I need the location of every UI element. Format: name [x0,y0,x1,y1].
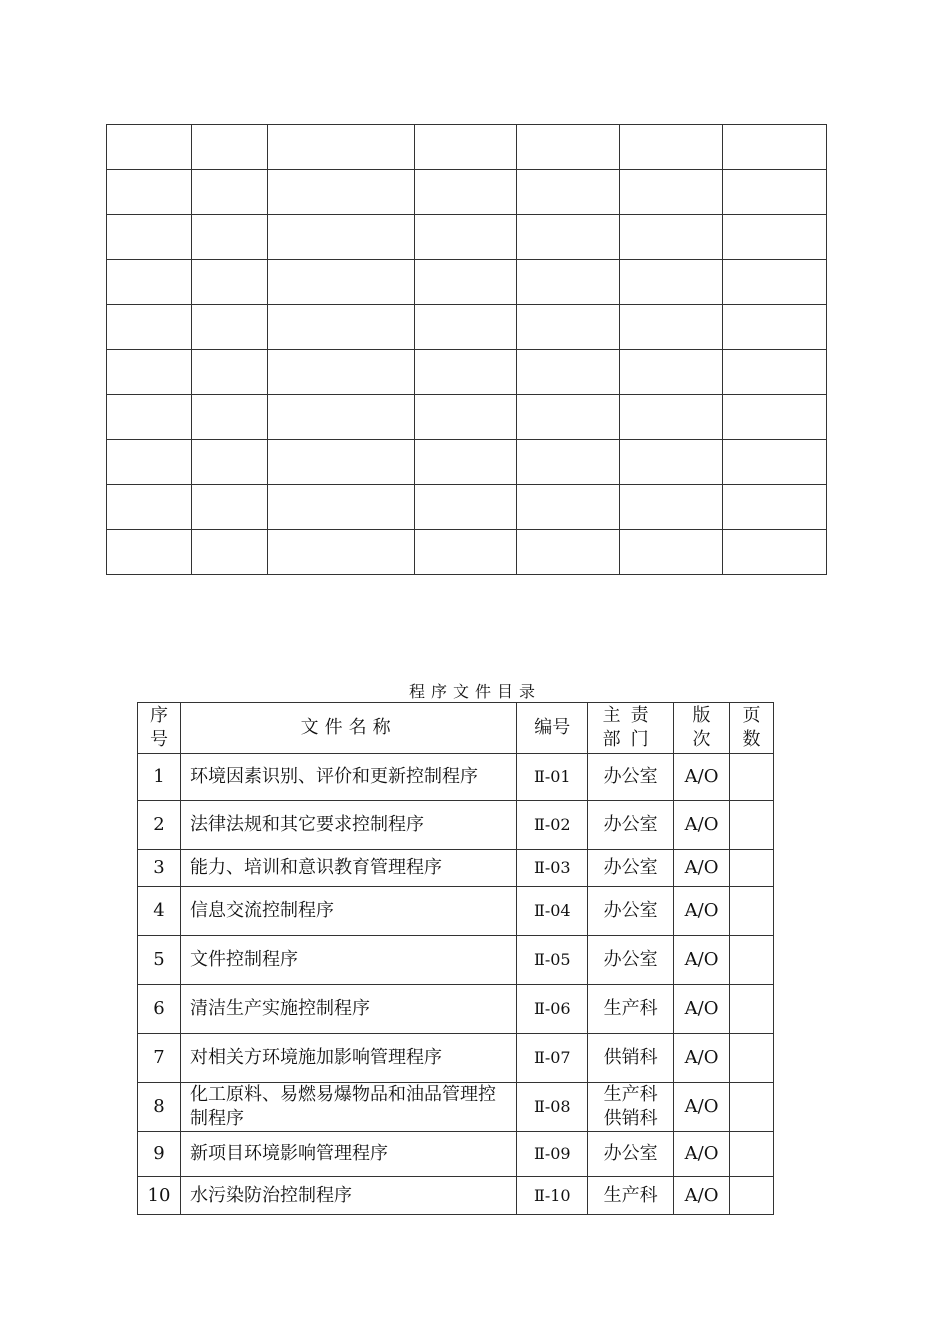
blank-grid-cell [620,485,723,530]
blank-grid-cell [267,260,414,305]
row-name: 清洁生产实施控制程序 [180,985,516,1034]
blank-grid-table [106,124,827,575]
row-dept-primary: 办公室 [603,857,658,878]
row-dept [588,801,674,850]
blank-grid-cell [107,395,192,440]
blank-grid-cell [267,530,414,575]
row-code: Ⅱ-10 [517,1177,588,1215]
blank-grid-cell [723,395,827,440]
blank-grid-row [107,485,827,530]
row-seq: 1 [138,754,181,801]
table-row [138,887,774,936]
row-version: A/O [674,1083,730,1132]
row-code: Ⅱ-03 [517,850,588,887]
row-pages [730,1034,774,1083]
table-row [138,985,774,1034]
row-code: Ⅱ-05 [517,936,588,985]
blank-grid-row [107,125,827,170]
blank-grid-cell [414,530,517,575]
row-pages [730,801,774,850]
blank-grid-cell [191,485,267,530]
row-code: Ⅱ-09 [517,1132,588,1177]
blank-grid-cell [107,485,192,530]
blank-grid-cell [620,260,723,305]
blank-grid-cell [191,305,267,350]
row-pages [730,850,774,887]
blank-grid-cell [517,260,620,305]
table-row [138,754,774,801]
blank-grid-cell [191,125,267,170]
blank-grid-cell [107,260,192,305]
row-dept-primary: 生产科 [603,998,658,1019]
blank-grid-row [107,170,827,215]
table-row [138,1177,774,1215]
row-seq: 2 [138,801,181,850]
blank-grid-cell [517,530,620,575]
row-dept-primary: 办公室 [603,814,658,835]
blank-grid-cell [723,440,827,485]
row-version: A/O [674,754,730,801]
blank-grid-body [107,125,827,575]
row-code: Ⅱ-08 [517,1083,588,1132]
row-code: Ⅱ-02 [517,801,588,850]
blank-grid-row [107,440,827,485]
row-code: Ⅱ-07 [517,1034,588,1083]
blank-grid-cell [620,305,723,350]
table-row [138,801,774,850]
row-dept [588,1083,674,1132]
blank-grid-cell [414,350,517,395]
header-row [138,703,774,754]
row-dept [588,985,674,1034]
row-pages [730,1177,774,1215]
blank-grid-cell [517,395,620,440]
row-name: 环境因素识别、评价和更新控制程序 [180,754,516,801]
header-code: 编号 [517,703,588,754]
row-dept-primary: 办公室 [603,949,658,970]
row-dept [588,1034,674,1083]
blank-grid-cell [414,305,517,350]
blank-grid-cell [414,395,517,440]
blank-grid-cell [723,530,827,575]
blank-grid-cell [191,530,267,575]
blank-grid-cell [414,170,517,215]
table-row [138,850,774,887]
row-pages [730,754,774,801]
row-pages [730,1083,774,1132]
row-name: 能力、培训和意识教育管理程序 [180,850,516,887]
blank-grid-row [107,305,827,350]
row-seq: 10 [138,1177,181,1215]
row-name: 水污染防治控制程序 [180,1177,516,1215]
blank-grid-cell [517,215,620,260]
header-pages: 页 数 [730,703,774,754]
blank-grid-cell [414,125,517,170]
blank-grid-cell [620,440,723,485]
row-version: A/O [674,985,730,1034]
blank-grid-cell [620,530,723,575]
blank-grid-row [107,350,827,395]
blank-grid-cell [107,350,192,395]
blank-grid-cell [620,170,723,215]
row-seq: 6 [138,985,181,1034]
row-name: 化工原料、易燃易爆物品和油品管理控制程序 [180,1083,516,1132]
blank-grid-cell [517,170,620,215]
blank-grid-cell [107,305,192,350]
row-seq: 5 [138,936,181,985]
blank-grid-cell [723,305,827,350]
row-name: 信息交流控制程序 [180,887,516,936]
row-seq: 4 [138,887,181,936]
row-version: A/O [674,1177,730,1215]
row-dept-primary: 办公室 [603,1143,658,1164]
header-seq: 序 号 [138,703,181,754]
row-version: A/O [674,801,730,850]
blank-grid-cell [620,215,723,260]
row-dept [588,936,674,985]
row-pages [730,985,774,1034]
row-seq: 9 [138,1132,181,1177]
row-seq: 3 [138,850,181,887]
catalog-title: 程序文件目录 [408,682,541,701]
blank-grid-row [107,215,827,260]
row-dept-primary: 办公室 [603,900,658,921]
blank-grid-cell [723,125,827,170]
row-name: 对相关方环境施加影响管理程序 [180,1034,516,1083]
row-dept-primary: 办公室 [603,766,658,787]
table-row [138,1034,774,1083]
row-name: 文件控制程序 [180,936,516,985]
row-seq: 7 [138,1034,181,1083]
row-name: 法律法规和其它要求控制程序 [180,801,516,850]
row-version: A/O [674,936,730,985]
row-dept-primary: 生产科 [603,1184,658,1206]
row-dept-primary: 供销科 [603,1047,658,1068]
blank-grid-cell [267,170,414,215]
row-pages [730,1132,774,1177]
row-version: A/O [674,1034,730,1083]
blank-grid-cell [191,260,267,305]
blank-grid-cell [414,260,517,305]
table-row [138,1132,774,1177]
blank-grid-cell [191,215,267,260]
row-version: A/O [674,887,730,936]
row-version: A/O [674,850,730,887]
table-row [138,936,774,985]
header-name: 文件名称 [180,703,516,754]
row-dept [588,887,674,936]
blank-grid-cell [620,395,723,440]
blank-grid-cell [107,440,192,485]
row-code: Ⅱ-01 [517,754,588,801]
blank-grid-cell [723,350,827,395]
blank-grid-cell [414,485,517,530]
blank-grid-cell [267,395,414,440]
blank-grid-cell [191,350,267,395]
blank-grid-cell [620,125,723,170]
blank-grid-cell [191,440,267,485]
blank-grid-cell [517,125,620,170]
blank-grid-cell [267,305,414,350]
blank-grid-cell [191,395,267,440]
row-pages [730,887,774,936]
blank-grid-cell [107,170,192,215]
row-dept [588,850,674,887]
row-dept-primary: 生产科 [603,1084,658,1105]
blank-grid-cell [107,215,192,260]
blank-grid-row [107,260,827,305]
blank-grid-cell [723,485,827,530]
row-dept [588,1177,674,1215]
header-version: 版 次 [674,703,730,754]
catalog-body [138,754,774,1215]
blank-grid-cell [267,125,414,170]
blank-grid-cell [517,440,620,485]
blank-grid-cell [414,440,517,485]
procedure-catalog-table [137,702,774,1215]
blank-grid-cell [517,485,620,530]
header-dept: 主责 部门 [588,703,674,754]
blank-grid-cell [517,350,620,395]
row-name: 新项目环境影响管理程序 [180,1132,516,1177]
blank-grid-cell [723,260,827,305]
row-dept-secondary: 供销科 [603,1108,658,1129]
blank-grid-cell [267,440,414,485]
row-dept [588,754,674,801]
blank-grid-cell [267,350,414,395]
row-code: Ⅱ-04 [517,887,588,936]
row-version: A/O [674,1132,730,1177]
blank-grid-cell [723,215,827,260]
blank-grid-cell [267,485,414,530]
blank-grid-cell [517,305,620,350]
blank-grid-cell [107,530,192,575]
blank-grid-cell [267,215,414,260]
row-code: Ⅱ-06 [517,985,588,1034]
blank-grid-cell [620,350,723,395]
row-pages [730,936,774,985]
blank-grid-row [107,395,827,440]
blank-grid-row [107,530,827,575]
blank-grid-cell [107,125,192,170]
blank-grid-cell [191,170,267,215]
blank-grid-cell [414,215,517,260]
blank-grid-cell [723,170,827,215]
row-seq: 8 [138,1083,181,1132]
table-row [138,1083,774,1132]
row-dept [588,1132,674,1177]
